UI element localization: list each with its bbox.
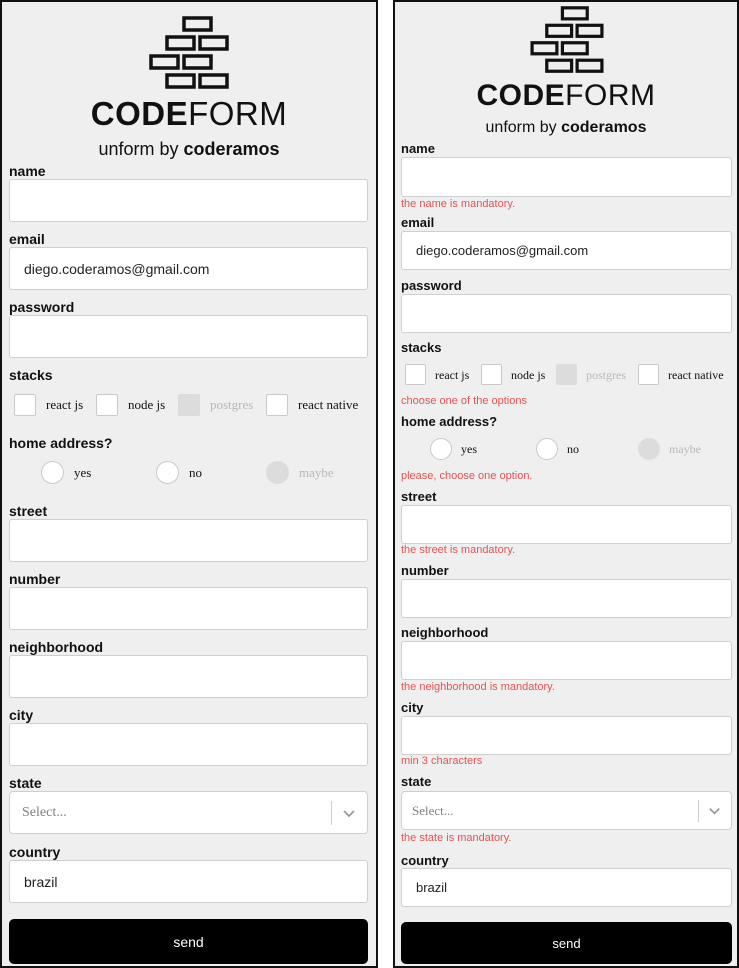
option-no: no: [189, 465, 202, 480]
country-input[interactable]: brazil: [9, 860, 368, 903]
send-button[interactable]: send: [9, 919, 368, 964]
name-label: name: [9, 163, 46, 179]
brand-wordmark: [2, 94, 376, 134]
checkbox-node-js[interactable]: [481, 364, 502, 385]
password-label: password: [401, 278, 462, 293]
neighborhood-label: neighborhood: [9, 639, 104, 655]
option-node-js: node js: [128, 397, 166, 412]
brand-code: CODE: [476, 79, 566, 112]
password-label: password: [9, 299, 75, 315]
street-error: the street is mandatory.: [401, 544, 516, 556]
street-input[interactable]: [401, 505, 732, 544]
option-react-js: react js: [46, 397, 84, 412]
state-label: state: [401, 774, 432, 789]
option-no: no: [567, 442, 579, 456]
street-input[interactable]: [9, 519, 368, 562]
brick-wall-icon: [529, 6, 605, 74]
option-node-js: node js: [511, 368, 546, 382]
checkbox-postgres: [178, 394, 200, 416]
brand-form: FORM: [565, 79, 656, 112]
brand-code: CODE: [90, 95, 189, 132]
radio-maybe: [638, 438, 660, 460]
brand-wordmark: [395, 78, 737, 114]
home-address-label: home address?: [401, 414, 498, 429]
number-input[interactable]: [9, 587, 368, 630]
city-input[interactable]: [401, 716, 732, 755]
street-label: street: [9, 503, 48, 519]
option-react-native: react native: [298, 397, 359, 412]
brick-wall-icon: [148, 16, 230, 90]
option-postgres: postgres: [210, 397, 254, 412]
option-yes: yes: [461, 442, 477, 456]
checkbox-node-js[interactable]: [96, 394, 118, 416]
state-select[interactable]: [9, 791, 368, 834]
stacks-error: choose one of the options: [401, 395, 527, 407]
state-select[interactable]: [401, 791, 732, 830]
neighborhood-input[interactable]: [401, 641, 732, 680]
number-label: number: [401, 563, 449, 578]
option-react-js: react js: [435, 368, 470, 382]
subtitle-author: coderamos: [183, 139, 280, 159]
radio-yes[interactable]: [430, 438, 452, 460]
stacks-label: stacks: [401, 340, 442, 355]
street-label: street: [401, 489, 437, 504]
option-react-native: react native: [668, 368, 724, 382]
city-label: city: [9, 707, 34, 723]
checkbox-react-native[interactable]: [266, 394, 288, 416]
option-maybe: maybe: [299, 465, 334, 480]
email-input[interactable]: diego.coderamos@gmail.com: [9, 247, 368, 290]
number-input[interactable]: [401, 579, 732, 618]
name-label: name: [401, 141, 435, 156]
neighborhood-input[interactable]: [9, 655, 368, 698]
option-postgres: postgres: [586, 368, 626, 382]
neighborhood-label: neighborhood: [401, 625, 489, 640]
form-panel-validation: [393, 0, 739, 968]
password-input[interactable]: [9, 315, 368, 358]
send-button[interactable]: send: [401, 922, 732, 964]
subtitle-author: coderamos: [561, 119, 647, 136]
city-label: city: [401, 700, 424, 715]
stacks-label: stacks: [9, 367, 53, 383]
select-separator: [331, 801, 332, 825]
radio-no[interactable]: [156, 461, 179, 484]
subtitle-prefix: unform by: [98, 139, 179, 159]
state-label: state: [9, 775, 42, 791]
brand-form: FORM: [188, 95, 288, 132]
email-label: email: [9, 231, 45, 247]
email-input[interactable]: diego.coderamos@gmail.com: [401, 231, 732, 270]
checkbox-react-native[interactable]: [638, 364, 659, 385]
home-address-error: please, choose one option.: [401, 470, 533, 482]
country-label: country: [401, 853, 449, 868]
state-placeholder: Select...: [22, 804, 67, 820]
state-error: the state is mandatory.: [401, 832, 512, 844]
option-yes: yes: [74, 465, 92, 480]
name-input[interactable]: [401, 157, 732, 197]
city-error: min 3 characters: [401, 755, 483, 767]
radio-maybe: [266, 461, 289, 484]
email-label: email: [401, 215, 435, 230]
radio-yes[interactable]: [41, 461, 64, 484]
country-input[interactable]: brazil: [401, 868, 732, 907]
subtitle-prefix: unform by: [485, 119, 557, 136]
brand-subtitle: [2, 138, 376, 160]
city-input[interactable]: [9, 723, 368, 766]
name-error: the name is mandatory.: [401, 198, 516, 210]
password-input[interactable]: [401, 294, 732, 333]
name-input[interactable]: [9, 179, 368, 222]
brand-subtitle: [395, 118, 737, 138]
select-separator: [698, 800, 699, 822]
number-label: number: [9, 571, 61, 587]
home-address-label: home address?: [9, 435, 113, 451]
chevron-down-icon[interactable]: [707, 803, 722, 823]
option-maybe: maybe: [669, 442, 701, 456]
radio-no[interactable]: [536, 438, 558, 460]
country-label: country: [9, 844, 61, 860]
checkbox-react-js[interactable]: [405, 364, 426, 385]
chevron-down-icon[interactable]: [341, 805, 357, 826]
neighborhood-error: the neighborhood is mandatory.: [401, 681, 555, 693]
checkbox-react-js[interactable]: [14, 394, 36, 416]
checkbox-postgres: [556, 364, 577, 385]
state-placeholder: Select...: [412, 802, 454, 818]
